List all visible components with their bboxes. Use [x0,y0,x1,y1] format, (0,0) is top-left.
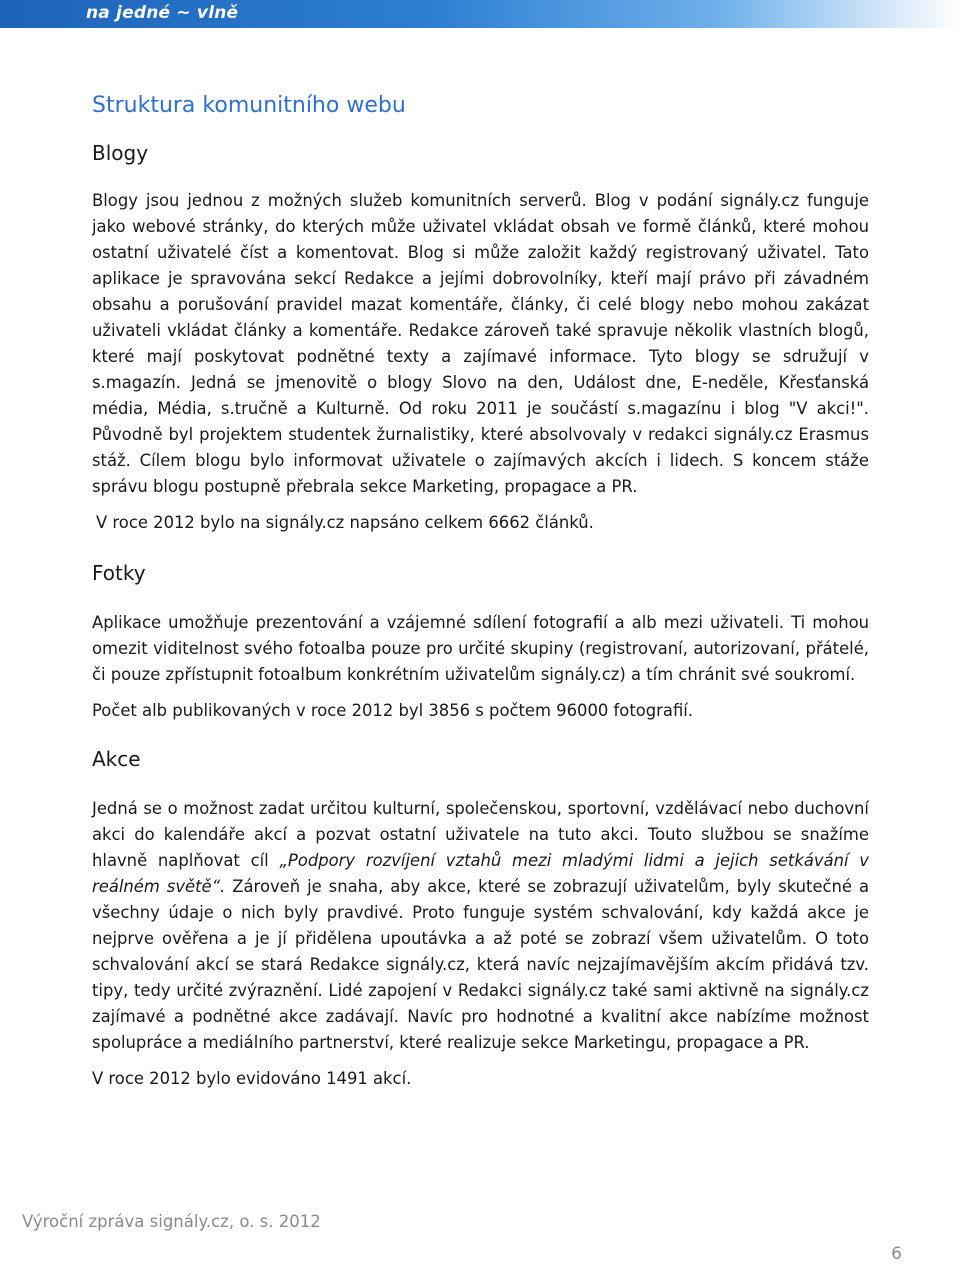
akce-statistic: V roce 2012 bylo evidováno 1491 akcí. [92,1069,412,1088]
header-bar [0,0,960,28]
page-title: Struktura komunitního webu [92,93,406,118]
blogy-paragraph: Blogy jsou jednou z možných služeb komunitních serverů. Blog v podání signály.cz funguje jako webové stránky, do kterých může uživatel vkládat obsah ve formě článků, které mohou ostatní uživatelé číst a komentovat. Blog si může založit každý registrovaný uživatel. Tato aplikace je spravována sekcí Redakce a jejími dobrovolníky, kteří mají právo při závadném obsahu a porušování pravidel mazat komentáře, články, či celé blogy nebo mohou zakázat uživateli vkládat články a komentáře. Redakce zároveň také spravuje několik vlastních blogů, které mají poskytovat podnětné texty a zajímavé informace. Tyto blogy se sdružují v s.magazín. Jedná se jmenovitě o blogy Slovo na den, Událost dne, E-neděle, Křesťanská média, Média, s.tručně a Kulturně. Od roku 2011 je součástí s.magazínu i blog "V akci!". Původně byl projektem studentek žurnalistiky, které absolvovaly v redakci signály.cz Erasmus stáž. Cílem blogu bylo informovat uživatele o zajímavých akcích i lidech. S koncem stáže správu blogu postupně přebrala sekce Marketing, propagace a PR. [92,191,869,496]
brand-slogan: na jedné ~ vlně [86,3,239,23]
section-heading-blogy: Blogy [92,141,149,165]
akce-paragraph [92,796,869,1056]
fotky-statistic: Počet alb publikovaných v roce 2012 byl 3856 s počtem 96000 fotografií. [92,701,694,720]
blogy-statistic: V roce 2012 bylo na signály.cz napsáno celkem 6662 článků. [96,513,594,532]
akce-text-before: Jedná se o možnost zadat určitou kulturní, společenskou, sportovní, vzdělávací nebo duchovní akci do kalendáře akcí a pozvat ostatní uživatele na tuto akci. Touto službou se snažíme hlavně naplňovat cíl [92,799,869,870]
footer-report-title: Výroční zpráva signály.cz, o. s. 2012 [22,1212,321,1231]
section-heading-fotky: Fotky [92,561,146,585]
page-content [92,88,869,1092]
akce-quote: „Podpory rozvíjení vztahů mezi mladými lidmi a jejich setkávání v reálném světě“. [92,851,869,896]
section-heading-akce: Akce [92,747,141,771]
akce-text-after: Zároveň je snaha, aby akce, které se zobrazují uživatelům, byly skutečné a všechny údaje o nich byly pravdivé. Proto funguje systém schvalování, kdy každá akce je nejprve ověřena a je jí přidělena upoutávka a až poté se zobrazí všem uživatelům. O toto schvalování akcí se stará Redakce signály.cz, která navíc nejzajímavějším akcím přidává tzv. tipy, tedy určité zvýraznění. Lidé zapojení v Redakci signály.cz také sami aktivně na signály.cz zajímavé a podnětné akce zadávají. Navíc pro hodnotné a kvalitní akce nabízíme možnost spolupráce a mediálního partnerství, které realizuje sekce Marketingu, propagace a PR. [92,877,869,1052]
fotky-paragraph: Aplikace umožňuje prezentování a vzájemné sdílení fotografií a alb mezi uživateli. Ti mohou omezit viditelnost svého fotoalba pouze pro určité skupiny (registrovaní, autorizovaní, přátelé, či pouze zpřístupnit fotoalbum konkrétním uživatelům signály.cz) a tím chránit své soukromí. [92,613,869,684]
page-number: 6 [891,1244,902,1264]
